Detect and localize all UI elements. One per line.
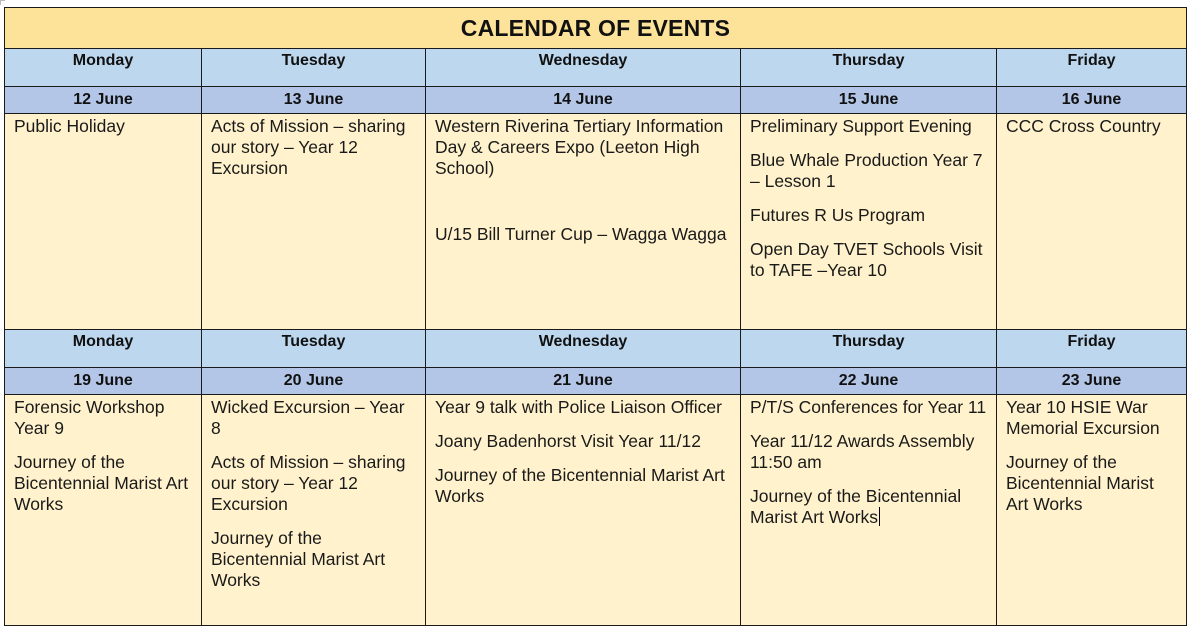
event-item: Public Holiday: [14, 116, 125, 136]
day-header-tuesday: Tuesday: [202, 330, 426, 368]
date-16-june: 16 June: [997, 87, 1187, 114]
events-cell-22-june[interactable]: [741, 395, 997, 626]
events-row: [5, 114, 1187, 330]
events-cell-23-june[interactable]: [997, 395, 1187, 626]
text-cursor: [879, 507, 880, 526]
day-header-thursday: Thursday: [741, 49, 997, 87]
page-corner-mark: [0, 0, 5, 5]
date-12-june: 12 June: [5, 87, 202, 114]
event-item: Acts of Mission – sharing our story – Year 12 Excursion: [211, 452, 406, 514]
day-header-wednesday: Wednesday: [426, 330, 741, 368]
event-item: Journey of the Bicentennial Marist Art Works: [211, 528, 386, 590]
event-item: Wicked Excursion – Year 8: [211, 397, 405, 438]
title-row: [5, 8, 1187, 49]
event-item: P/T/S Conferences for Year 11: [750, 397, 987, 417]
events-cell-20-june[interactable]: [202, 395, 426, 626]
event-item: Western Riverina Tertiary Information Day & Careers Expo (Leeton High School): [435, 116, 724, 178]
event-item: Journey of the Bicentennial Marist Art Works: [1006, 452, 1154, 514]
day-header-friday: Friday: [997, 330, 1187, 368]
date-22-june: 22 June: [741, 368, 997, 395]
event-item-with-cursor: [750, 486, 988, 528]
calendar-title: CALENDAR OF EVENTS: [5, 8, 1187, 49]
date-15-june: 15 June: [741, 87, 997, 114]
event-item: Journey of the Bicentennial Marist Art Works: [14, 452, 189, 514]
date-23-june: 23 June: [997, 368, 1187, 395]
event-item: Year 9 talk with Police Liaison Officer: [435, 397, 722, 417]
events-cell-14-june[interactable]: [426, 114, 741, 330]
calendar-table: [4, 7, 1187, 626]
day-header-wednesday: Wednesday: [426, 49, 741, 87]
date-row: [5, 87, 1187, 114]
day-header-monday: Monday: [5, 49, 202, 87]
day-header-thursday: Thursday: [741, 330, 997, 368]
events-cell-13-june[interactable]: [202, 114, 426, 330]
day-header-friday: Friday: [997, 49, 1187, 87]
events-cell-12-june[interactable]: [5, 114, 202, 330]
date-20-june: 20 June: [202, 368, 426, 395]
date-13-june: 13 June: [202, 87, 426, 114]
events-row: [5, 395, 1187, 626]
day-header-row: [5, 330, 1187, 368]
event-item: Forensic Workshop Year 9: [14, 397, 165, 438]
event-item: Acts of Mission – sharing our story – Year 12 Excursion: [211, 116, 406, 178]
date-21-june: 21 June: [426, 368, 741, 395]
event-item: Preliminary Support Evening: [750, 116, 972, 136]
event-item: Futures R Us Program: [750, 205, 926, 225]
event-item: Journey of the Bicentennial Marist Art Works: [435, 465, 725, 506]
event-item: CCC Cross Country: [1006, 116, 1161, 136]
date-14-june: 14 June: [426, 87, 741, 114]
event-item: U/15 Bill Turner Cup – Wagga Wagga: [435, 224, 727, 244]
event-item: Year 11/12 Awards Assembly 11:50 am: [750, 431, 975, 472]
date-row: [5, 368, 1187, 395]
day-header-tuesday: Tuesday: [202, 49, 426, 87]
events-cell-19-june[interactable]: [5, 395, 202, 626]
day-header-row: [5, 49, 1187, 87]
event-text: Journey of the Bicentennial Marist Art Works: [750, 486, 962, 527]
event-item: Blue Whale Production Year 7 – Lesson 1: [750, 150, 983, 191]
day-header-monday: Monday: [5, 330, 202, 368]
date-19-june: 19 June: [5, 368, 202, 395]
event-item: Year 10 HSIE War Memorial Excursion: [1006, 397, 1160, 438]
events-cell-16-june[interactable]: [997, 114, 1187, 330]
event-item: Open Day TVET Schools Visit to TAFE –Year 10: [750, 239, 983, 280]
events-cell-15-june[interactable]: [741, 114, 997, 330]
event-item: Joany Badenhorst Visit Year 11/12: [435, 431, 701, 451]
events-cell-21-june[interactable]: [426, 395, 741, 626]
